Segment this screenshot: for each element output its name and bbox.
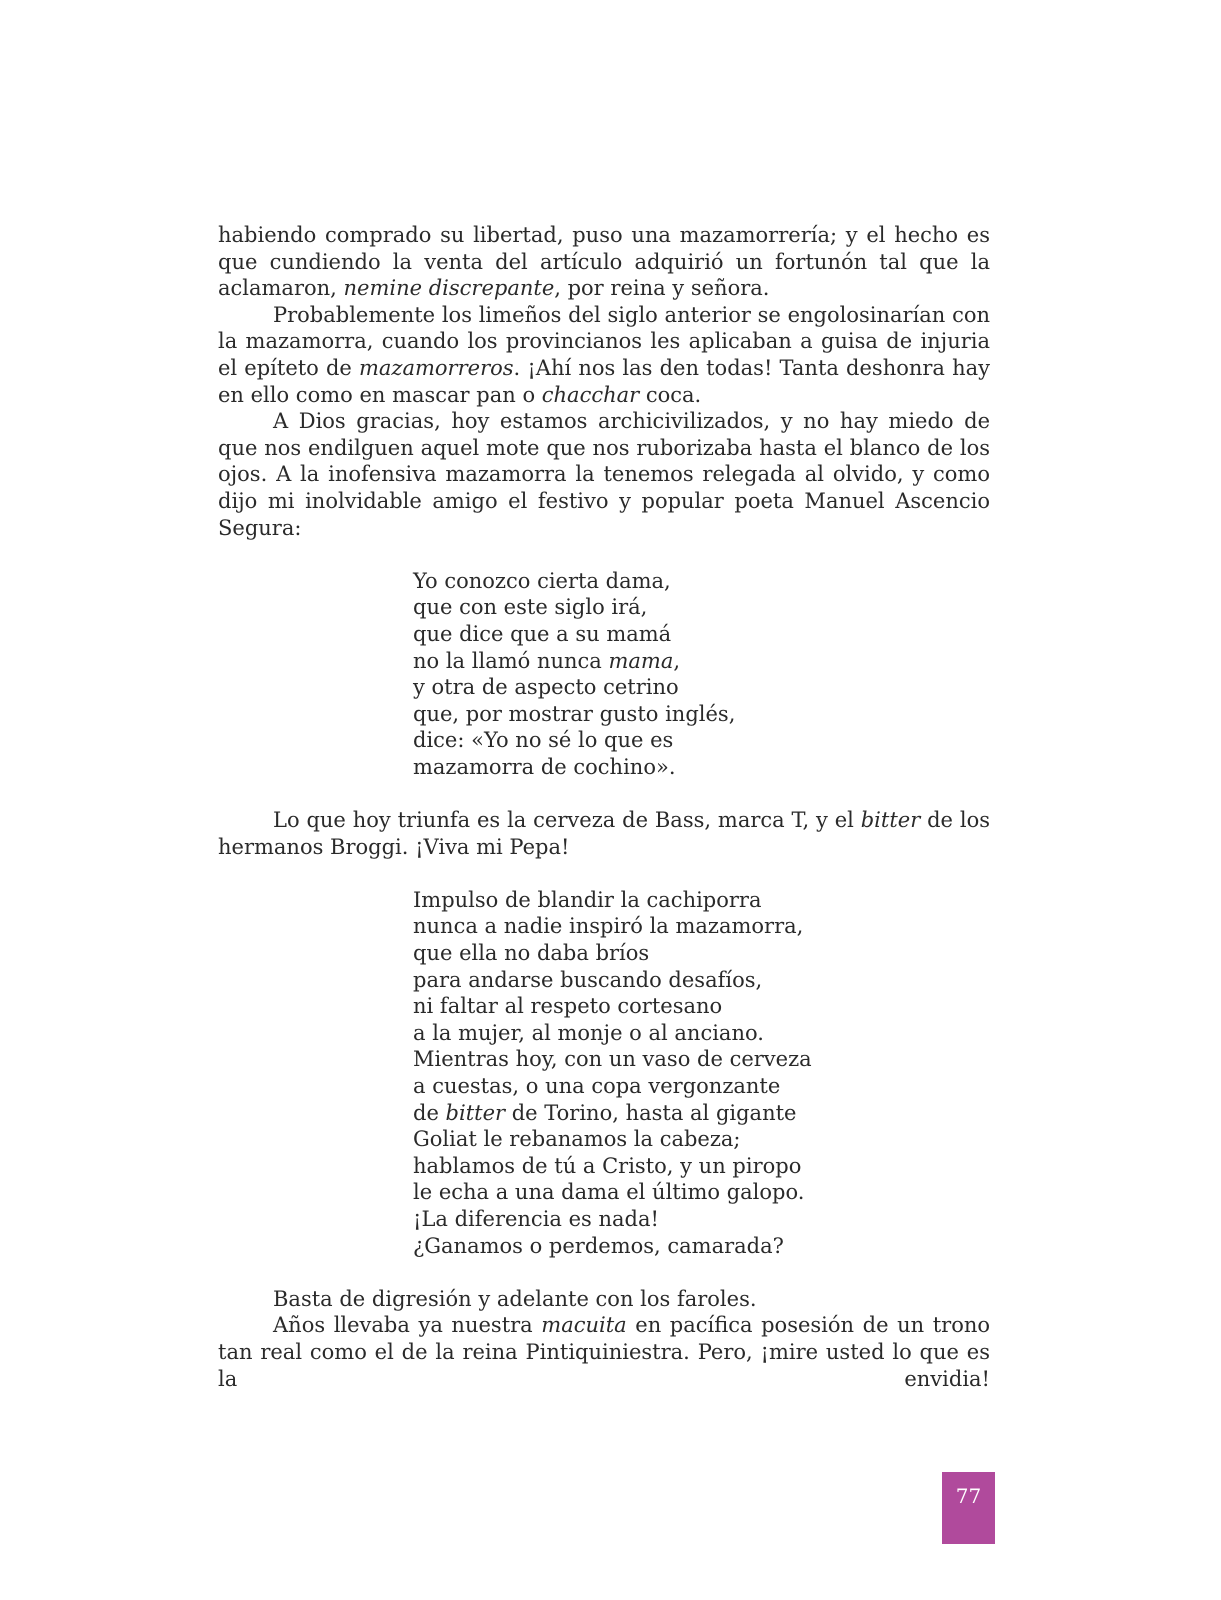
text-run: que dice que a su mamá [413,621,672,646]
italic-term: mazamorreros [358,355,514,380]
text-run: Impulso de blandir la cachiporra [413,887,762,912]
verse-line [413,1153,990,1180]
text-run: de [413,1100,446,1125]
verse-line [413,967,990,994]
text-run: Basta de digresión y adelante con los faroles. [273,1286,757,1311]
text-run: para andarse buscando desafíos, [413,967,763,992]
text-run: le echa a una dama el último galopo. [413,1180,805,1205]
verse-line [413,1046,990,1073]
verse-line [413,1206,990,1233]
paragraph [218,807,990,860]
italic-term: bitter [445,1100,506,1125]
paragraph [218,408,990,541]
middle-paragraph [218,807,990,860]
italic-term: bitter [860,808,921,833]
verse-line [413,701,990,728]
text-run: que con este siglo irá, [413,595,648,620]
italic-term: chacchar [541,382,640,407]
italic-term: macuita [541,1313,627,1338]
page-number-badge [942,1472,995,1544]
verse-line [413,1233,990,1260]
body-text [218,222,990,1392]
text-run: de los hermanos Broggi. ¡Viva mi Pepa! [218,808,990,859]
text-run: ¡La diferencia es nada! [413,1206,659,1231]
verse-line [413,940,990,967]
paragraph [218,1312,990,1392]
verse-line [413,1126,990,1153]
text-run: ni faltar al respeto cortesano [413,994,723,1019]
verse-line [413,1020,990,1047]
italic-term: nemine discrepante [343,276,555,301]
text-run: coca. [639,382,702,407]
text-run: en pacífica posesión de un trono tan real como el de la reina Pintiquiniestra. Pero, ¡mire usted lo que es la envidia! [218,1313,990,1391]
verse-line [413,887,990,914]
verse-line [413,648,990,675]
text-run: Yo conozco cierta dama, [413,568,671,593]
text-run: Lo que hoy triunfa es la cerveza de Bass, marca T, y el [273,808,861,833]
verse-line [413,993,990,1020]
verse-stanza-2 [413,887,990,1259]
text-run: nunca a nadie inspiró la mazamorra, [413,914,804,939]
verse-line [413,568,990,595]
verse-line [413,621,990,648]
text-run: hablamos de tú a Cristo, y un piropo [413,1153,802,1178]
verse-line [413,1179,990,1206]
verse-line [413,1073,990,1100]
text-run: Probablemente los limeños del siglo anterior se engolosinarían con la mazamorra, cuando los provincianos les aplicaban a guisa de injuria el epíteto de [218,302,990,380]
opening-paragraphs [218,222,990,541]
verse-line [413,674,990,701]
text-run: que ella no daba bríos [413,941,650,966]
text-run: , por reina y señora. [554,276,770,301]
closing-paragraphs [218,1286,990,1392]
text-run: Goliat le rebanamos la cabeza; [413,1127,741,1152]
verse-line [413,913,990,940]
paragraph [218,222,990,302]
italic-term: mama [608,648,674,673]
text-run: Años llevaba ya nuestra [273,1313,542,1338]
verse-line [413,594,990,621]
text-run: que, por mostrar gusto inglés, [413,701,736,726]
text-run: habiendo comprado su libertad, puso una mazamorrería; y el hecho es que cundiendo la venta del artículo adquirió un fortunón tal que la aclamaron, [218,223,990,301]
text-run: no la llamó nunca [413,648,609,673]
text-run: de Torino, hasta al gigante [505,1100,797,1125]
verse-line [413,1100,990,1127]
text-run: ¿Ganamos o perdemos, camarada? [413,1233,784,1258]
paragraph [218,302,990,408]
verse-line [413,754,990,781]
text-run: y otra de aspecto cetrino [413,675,679,700]
text-run: mazamorra de cochino». [413,754,676,779]
text-run: a cuestas, o una copa vergonzante [413,1074,781,1098]
text-run: dice: «Yo no sé lo que es [413,728,674,753]
verse-stanza-1 [413,568,990,781]
text-run: A Dios gracias, hoy estamos archicivilizados, y no hay miedo de que nos endilguen aquel mote que nos ruborizaba hasta el blanco de los ojos. A la inofensiva mazamorra la tenemos relegada al olvido, y como dijo mi inolvidable amigo el festivo y popular poeta Manuel Ascencio Segura: [218,409,990,540]
verse-line [413,727,990,754]
text-run: , [673,648,681,673]
text-run: a la mujer, al monje o al anciano. [413,1020,764,1045]
text-run: Mientras hoy, con un vaso de cerveza [413,1047,812,1072]
text-run: . ¡Ahí nos las den todas! Tanta deshonra hay en ello como en mascar pan o [218,355,990,407]
paragraph [218,1286,990,1313]
page-number: 77 [955,1484,982,1508]
